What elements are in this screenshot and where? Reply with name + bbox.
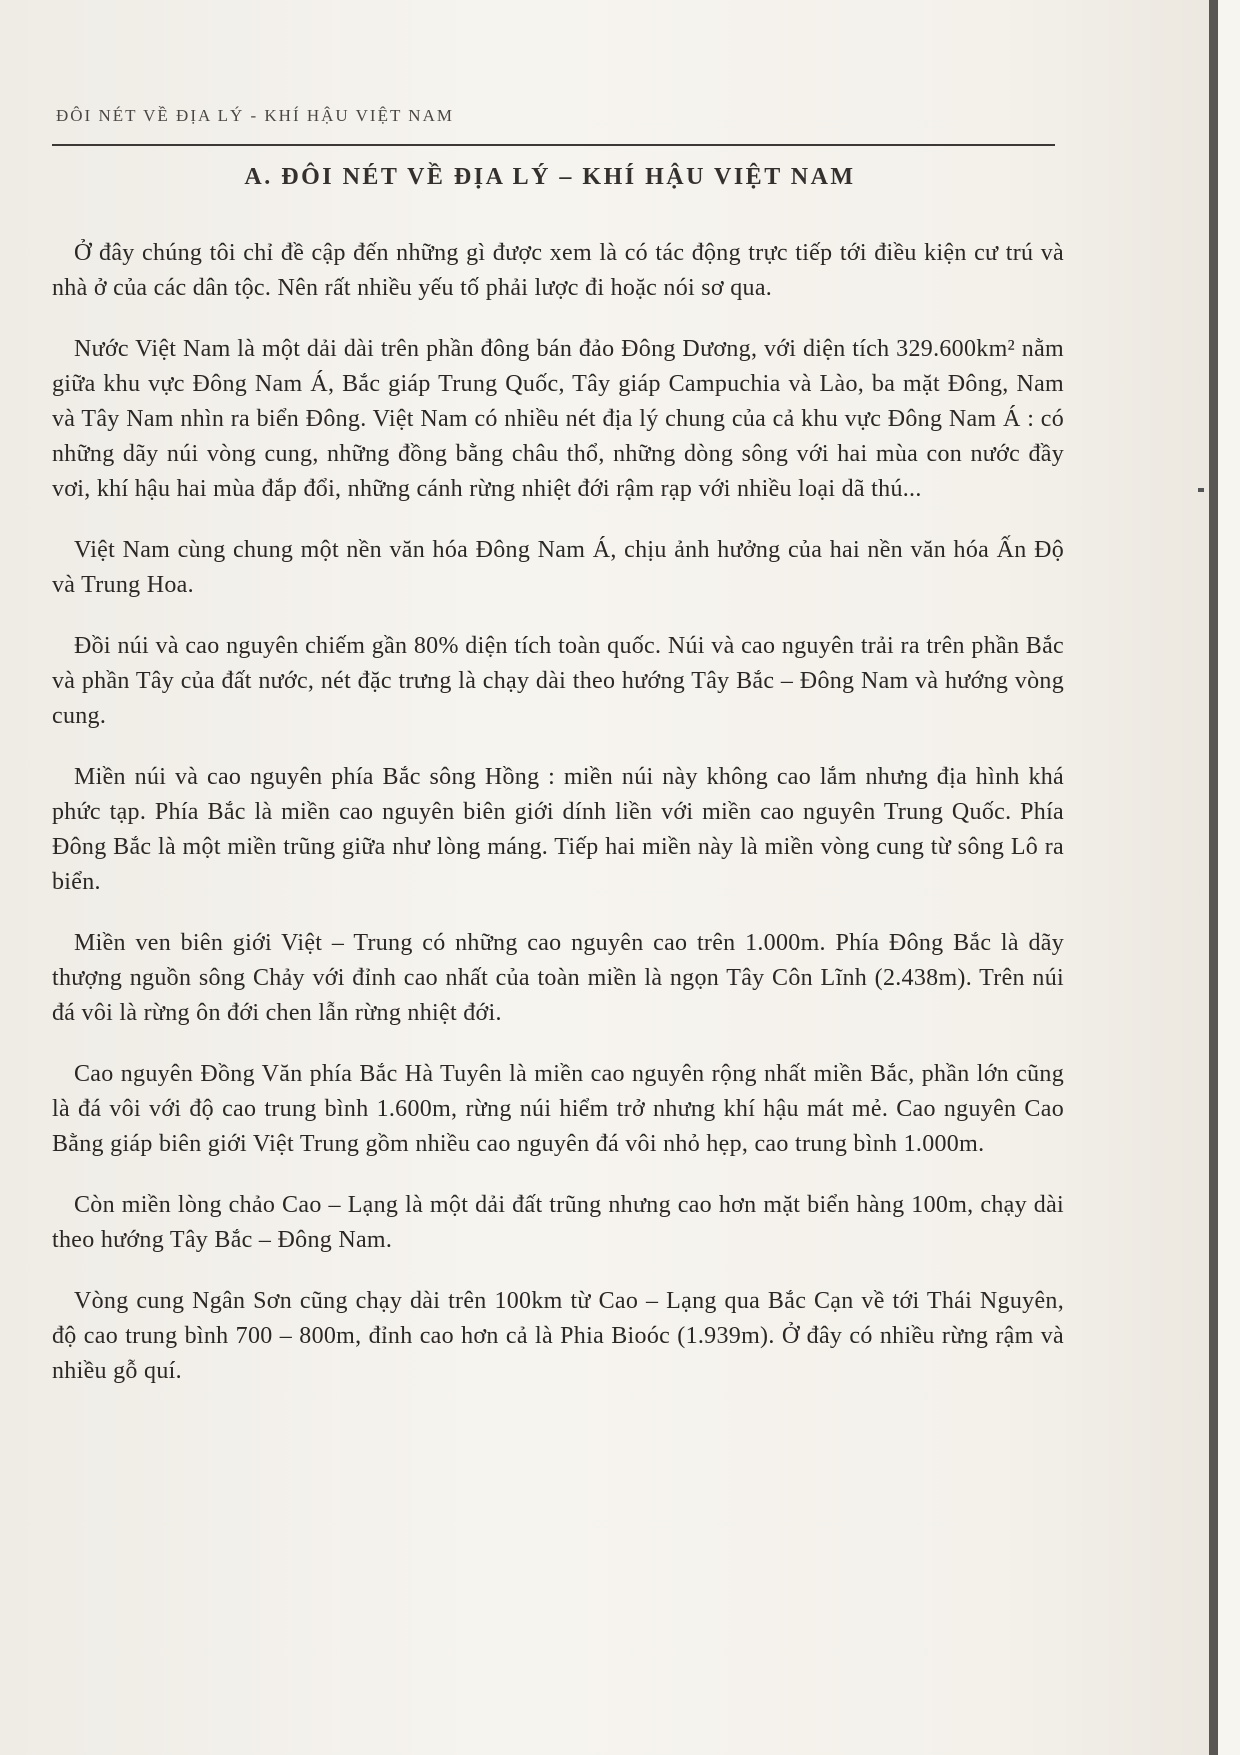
section-title: A. ĐÔI NÉT VỀ ĐỊA LÝ – KHÍ HẬU VIỆT NAM <box>244 164 856 190</box>
body-text <box>52 236 1064 1415</box>
paragraph: Cao nguyên Đồng Văn phía Bắc Hà Tuyên là miền cao nguyên rộng nhất miền Bắc, phần lớn cũng là đá vôi với độ cao trung bình 1.600m, rừng núi hiểm trở nhưng khí hậu mát mẻ. Cao nguyên Cao Bằng giáp biên giới Việt Trung gồm nhiều cao nguyên đá vôi nhỏ hẹp, cao trung bình 1.000m. <box>52 1061 1064 1157</box>
margin-mark <box>1198 488 1204 492</box>
page-edge-margin <box>1218 0 1240 1755</box>
binding-edge <box>1209 0 1218 1755</box>
header-rule <box>52 144 1055 146</box>
paragraph: Miền ven biên giới Việt – Trung có những cao nguyên cao trên 1.000m. Phía Đông Bắc là dãy thượng nguồn sông Chảy với đỉnh cao nhất của toàn miền là ngọn Tây Côn Lĩnh (2.438m). Trên núi đá vôi là rừng ôn đới chen lẫn rừng nhiệt đới. <box>52 930 1064 1026</box>
paragraph: Miền núi và cao nguyên phía Bắc sông Hồng : miền núi này không cao lắm nhưng địa hình khá phức tạp. Phía Bắc là miền cao nguyên biên giới dính liền với miền cao nguyên Trung Quốc. Phía Đông Bắc là một miền trũng giữa như lòng máng. Tiếp hai miền này là miền vòng cung từ sông Lô ra biển. <box>52 764 1064 895</box>
paragraph: Vòng cung Ngân Sơn cũng chạy dài trên 100km từ Cao – Lạng qua Bắc Cạn về tới Thái Nguyên, độ cao trung bình 700 – 800m, đỉnh cao hơn cả là Phia Bioóc (1.939m). Ở đây có nhiều rừng rậm và nhiều gỗ quí. <box>52 1288 1064 1384</box>
paragraph: Đồi núi và cao nguyên chiếm gần 80% diện tích toàn quốc. Núi và cao nguyên trải ra trên phần Bắc và phần Tây của đất nước, nét đặc trưng là chạy dài theo hướng Tây Bắc – Đông Nam và hướng vòng cung. <box>52 633 1064 729</box>
paragraph: Việt Nam cùng chung một nền văn hóa Đông Nam Á, chịu ảnh hưởng của hai nền văn hóa Ấn Độ và Trung Hoa. <box>52 537 1064 598</box>
paragraph: Còn miền lòng chảo Cao – Lạng là một dải đất trũng nhưng cao hơn mặt biển hàng 100m, chạy dài theo hướng Tây Bắc – Đông Nam. <box>52 1192 1064 1253</box>
paragraph: Ở đây chúng tôi chỉ đề cập đến những gì được xem là có tác động trực tiếp tới điều kiện cư trú và nhà ở của các dân tộc. Nên rất nhiều yếu tố phải lược đi hoặc nói sơ qua. <box>52 240 1064 301</box>
paragraph: Nước Việt Nam là một dải dài trên phần đông bán đảo Đông Dương, với diện tích 329.600km² nằm giữa khu vực Đông Nam Á, Bắc giáp Trung Quốc, Tây giáp Campuchia và Lào, ba mặt Đông, Nam và Tây Nam nhìn ra biển Đông. Việt Nam có nhiều nét địa lý chung của cả khu vực Đông Nam Á : có những dãy núi vòng cung, những đồng bằng châu thổ, những dòng sông với hai mùa con nước đầy vơi, khí hậu hai mùa đắp đổi, những cánh rừng nhiệt đới rậm rạp với nhiều loại dã thú... <box>52 336 1064 502</box>
running-head: ĐÔI NÉT VỀ ĐỊA LÝ - KHÍ HẬU VIỆT NAM <box>56 106 454 125</box>
